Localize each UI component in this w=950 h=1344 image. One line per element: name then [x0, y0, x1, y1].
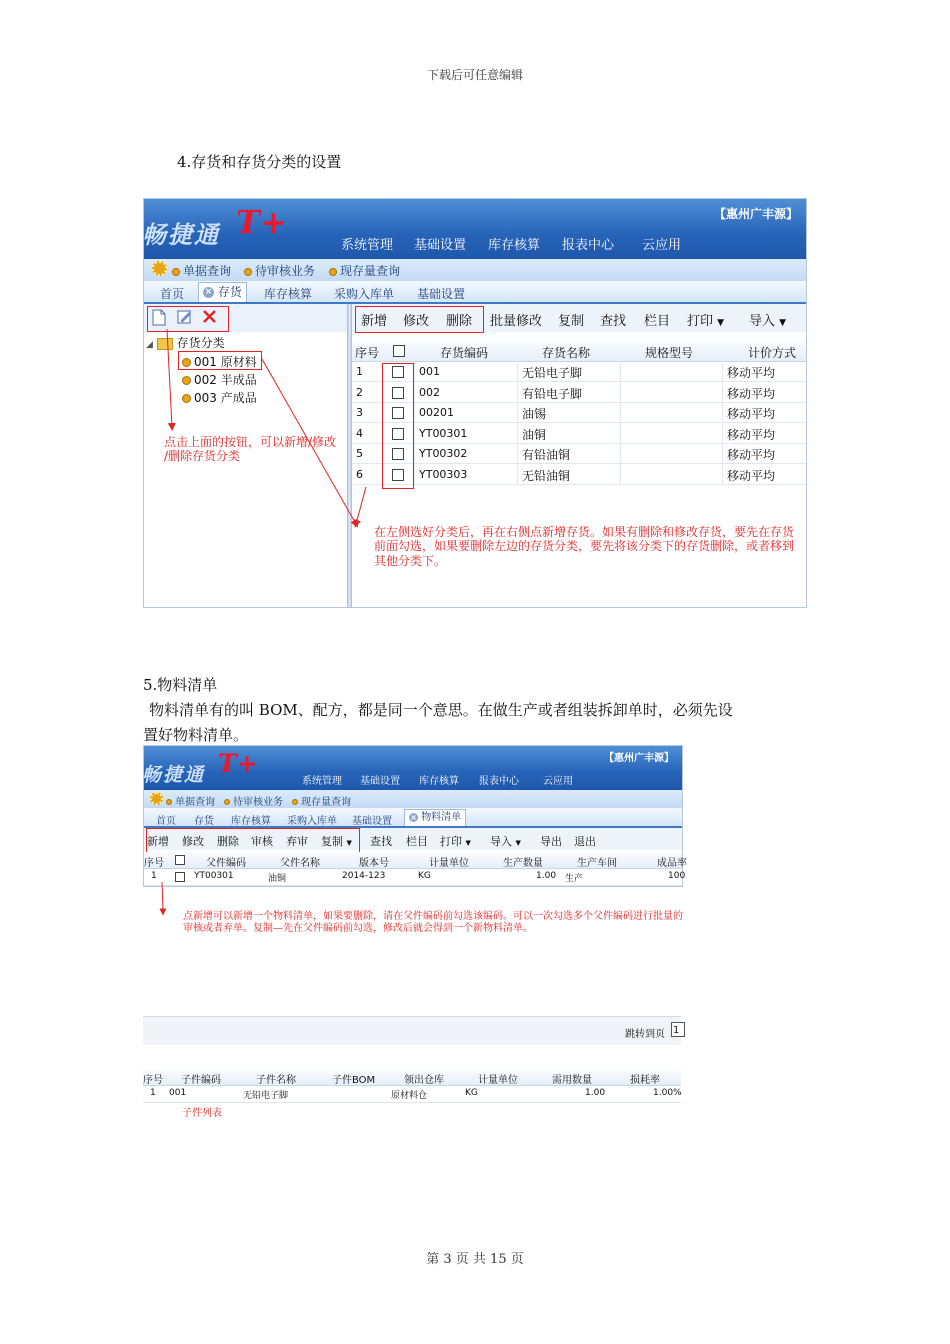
- print-button[interactable]: 打印 ▼: [687, 314, 725, 329]
- cell-unit: KG: [465, 1088, 478, 1098]
- col-child-code: 子件编码: [181, 1075, 221, 1086]
- dot-icon: [166, 799, 172, 805]
- app-banner: [144, 746, 682, 790]
- cell-warehouse: 原材料仓: [391, 1091, 428, 1101]
- col-workshop: 生产车间: [577, 858, 617, 869]
- cell-method: 移动平均: [727, 469, 776, 483]
- brand-logo-mark: T+: [218, 749, 258, 778]
- tab-purchase[interactable]: 采购入库单: [334, 287, 395, 301]
- quick-bar: [144, 790, 682, 808]
- caret-down-icon: ▼: [515, 839, 521, 847]
- annotation-arrows: [144, 199, 806, 607]
- cell-unit: KG: [418, 871, 431, 881]
- cell-code: YT00301: [419, 426, 468, 440]
- tree-root[interactable]: ◢ 存货分类: [146, 336, 225, 350]
- note-left: 点击上面的按钮，可以新增/修改 /删除存货分类: [164, 435, 337, 464]
- col-version: 版本号: [359, 858, 389, 869]
- columns-button[interactable]: 栏目: [644, 314, 671, 329]
- caret-down-icon: ▼: [779, 318, 787, 328]
- cell-method: 移动平均: [727, 427, 776, 442]
- quick-stock-query[interactable]: 现存量查询: [292, 793, 351, 808]
- tab-bom[interactable]: × 物料清单: [404, 809, 466, 826]
- import-button[interactable]: 导入 ▼: [749, 314, 787, 329]
- page-header: 下载后可任意编辑: [426, 68, 523, 82]
- cell-method: 移动平均: [727, 366, 776, 380]
- cell-code: YT00301: [194, 871, 234, 881]
- delete-button[interactable]: 删除: [446, 314, 473, 329]
- child-list-caption: 子件列表: [182, 1108, 222, 1119]
- edit-button[interactable]: 修改: [182, 835, 204, 848]
- audit-button[interactable]: 审核: [251, 835, 273, 848]
- col-method: 计价方式: [748, 346, 797, 360]
- nav-system[interactable]: 系统管理: [341, 238, 394, 253]
- section-5-heading: 5.物料清单: [143, 676, 218, 694]
- cell-no: 4: [356, 426, 363, 440]
- tab-purchase[interactable]: 采购入库单: [287, 816, 337, 827]
- tab-home[interactable]: 首页: [160, 287, 185, 301]
- nav-stock[interactable]: 库存核算: [488, 238, 541, 253]
- tab-home[interactable]: 首页: [156, 816, 176, 827]
- nav-cloud[interactable]: 云应用: [642, 238, 682, 253]
- nav-report[interactable]: 报表中心: [479, 776, 519, 787]
- cell-loss: 1.00%: [653, 1088, 682, 1098]
- cell-name: 油铜: [522, 427, 547, 442]
- find-button[interactable]: 查找: [600, 314, 627, 329]
- nav-cloud[interactable]: 云应用: [543, 776, 573, 787]
- quick-pending[interactable]: 待审核业务: [244, 262, 315, 279]
- copy-button[interactable]: 复制 ▼: [321, 835, 352, 848]
- cell-no: 5: [356, 447, 363, 461]
- col-parent-code: 父件编码: [206, 858, 246, 869]
- nav-system[interactable]: 系统管理: [302, 776, 342, 787]
- caret-down-icon: ▼: [346, 839, 352, 847]
- tab-basic[interactable]: 基础设置: [417, 287, 466, 301]
- quick-bills[interactable]: 单据查询: [166, 793, 215, 808]
- cell-method: 移动平均: [727, 448, 776, 463]
- col-spec: 规格型号: [645, 346, 694, 360]
- delete-button[interactable]: 删除: [217, 835, 239, 848]
- cell-no: 1: [151, 871, 157, 881]
- cell-name: 有铅电子脚: [522, 386, 583, 401]
- tab-stock[interactable]: 库存核算: [231, 816, 271, 827]
- cell-version: 2014-123: [342, 871, 386, 881]
- cell-code: 00201: [419, 406, 454, 420]
- cell-name: 无铅电子脚: [522, 366, 583, 380]
- cell-qty: 1.00: [536, 871, 557, 881]
- quick-pending[interactable]: 待审核业务: [224, 793, 283, 808]
- add-button[interactable]: 新增: [361, 314, 388, 329]
- close-icon[interactable]: ×: [204, 287, 213, 297]
- col-code: 存货编码: [440, 346, 489, 360]
- cell-code: YT00302: [419, 447, 468, 461]
- col-yield: 成品率: [657, 858, 687, 869]
- col-parent-name: 父件名称: [280, 858, 320, 869]
- tree-item[interactable]: 003 产成品: [182, 389, 257, 406]
- table-row[interactable]: [144, 868, 686, 886]
- cell-qty: 1.00: [585, 1088, 606, 1098]
- cell-name: 有铅油铜: [522, 448, 571, 463]
- col-unit: 计量单位: [429, 858, 469, 869]
- cell-yield: 100: [668, 871, 686, 881]
- columns-button[interactable]: 栏目: [406, 835, 428, 848]
- grid-header: [143, 1069, 681, 1086]
- tree-item[interactable]: 002 半成品: [182, 371, 257, 388]
- cell-no: 6: [356, 468, 363, 481]
- tree-item[interactable]: 001 原材料: [182, 353, 257, 370]
- pager-bar: [143, 1017, 681, 1045]
- tab-basic[interactable]: 基础设置: [352, 816, 392, 827]
- export-button[interactable]: 导出: [540, 835, 562, 848]
- cell-no: 1: [150, 1088, 156, 1098]
- tab-bar: [144, 808, 682, 828]
- tab-inventory[interactable]: × 存货: [198, 282, 247, 302]
- dot-icon: [224, 799, 230, 805]
- unaudit-button[interactable]: 弃审: [286, 835, 308, 848]
- jump-page-input[interactable]: 1: [671, 1022, 685, 1037]
- inventory-window: [143, 198, 807, 608]
- col-qty: 生产数量: [503, 858, 543, 869]
- cell-name: 无铅油铜: [522, 469, 571, 483]
- col-warehouse: 领出仓库: [404, 1075, 444, 1086]
- edit-button[interactable]: 修改: [403, 314, 430, 329]
- quick-stock-query[interactable]: 现存量查询: [329, 262, 400, 279]
- brand-logo-mark: T+: [236, 203, 287, 241]
- nav-basic[interactable]: 基础设置: [360, 776, 400, 787]
- col-loss: 损耗率: [630, 1075, 660, 1086]
- copy-button[interactable]: 复制: [558, 314, 585, 329]
- child-list-window: [143, 1016, 681, 1103]
- cell-code: 002: [419, 385, 440, 399]
- add-button[interactable]: 新增: [147, 835, 169, 848]
- cell-code: 001: [169, 1088, 187, 1098]
- col-no: 序号: [143, 1075, 163, 1086]
- nav-basic[interactable]: 基础设置: [414, 238, 467, 253]
- print-button[interactable]: 打印 ▼: [440, 835, 471, 848]
- cell-no: 2: [356, 385, 363, 399]
- cell-name: 油铜: [268, 874, 287, 884]
- col-child-bom: 子件BOM: [332, 1075, 376, 1086]
- company-name: 【惠州广丰源】: [604, 753, 674, 764]
- batch-edit-button[interactable]: 批量修改: [490, 314, 543, 329]
- cell-method: 移动平均: [727, 386, 776, 401]
- find-button[interactable]: 查找: [370, 835, 392, 848]
- tab-inventory[interactable]: 存货: [194, 816, 214, 827]
- cell-no: 3: [356, 406, 363, 420]
- note-right: 在左侧选好分类后，再在右侧点新增存货。如果有删除和修改存货，要先在存货 前面勾选，如果要删除左边的存货分类，要先将该分类下的存货删除，或者移到 其他分类下。: [374, 525, 795, 568]
- quick-bills[interactable]: 单据查询: [172, 262, 231, 279]
- cell-name: 油锡: [522, 407, 547, 422]
- brand-logo: 畅捷通: [142, 764, 206, 786]
- caret-down-icon: ▼: [717, 318, 725, 328]
- table-row[interactable]: [143, 1085, 681, 1103]
- close-icon[interactable]: ×: [410, 812, 417, 822]
- company-name: 【惠州广丰源】: [714, 207, 799, 221]
- section-5-paragraph: 物料清单有的叫 BOM、配方，都是同一个意思。在做生产或者组装拆卸单时，必须先设 置好物料清单。: [143, 701, 733, 744]
- select-all-checkbox[interactable]: [175, 855, 185, 865]
- bom-window: [142, 745, 687, 887]
- jump-label: 跳转到页: [625, 1029, 665, 1040]
- col-qty: 需用数量: [552, 1075, 592, 1086]
- cell-no: 1: [356, 365, 363, 378]
- cell-code: YT00303: [419, 468, 468, 481]
- highlight-box: [146, 828, 360, 855]
- col-name: 存货名称: [542, 346, 591, 360]
- import-button[interactable]: 导入 ▼: [490, 835, 521, 848]
- gear-icon: [150, 792, 163, 805]
- caret-down-icon: ▼: [465, 839, 471, 847]
- grid-header: [144, 852, 687, 869]
- section-4-heading: 4.存货和存货分类的设置: [177, 153, 342, 171]
- nav-report[interactable]: 报表中心: [562, 238, 615, 253]
- dot-icon: [292, 799, 298, 805]
- cell-method: 移动平均: [727, 407, 776, 422]
- col-no: 序号: [144, 858, 164, 869]
- cell-code: 001: [419, 365, 440, 378]
- col-unit: 计量单位: [478, 1075, 518, 1086]
- nav-stock[interactable]: 库存核算: [419, 776, 459, 787]
- cell-name: 无铅电子脚: [243, 1091, 289, 1101]
- brand-logo: 畅捷通: [142, 220, 220, 249]
- page-footer: 第 3 页 共 15 页: [426, 1252, 524, 1267]
- cell-workshop: 生产: [565, 874, 584, 884]
- col-child-name: 子件名称: [256, 1075, 296, 1086]
- exit-button[interactable]: 退出: [574, 835, 596, 848]
- bom-note: 点新增可以新增一个物料清单，如果要删除，请在父件编码前勾选该编码。可以一次勾选多个父件编码进行批量的 审核或者弃单。复制—先在父件编码前勾选，修改后就会得到一个新物料清单。: [183, 911, 683, 934]
- tab-stock[interactable]: 库存核算: [264, 287, 313, 301]
- col-no: 序号: [355, 346, 380, 360]
